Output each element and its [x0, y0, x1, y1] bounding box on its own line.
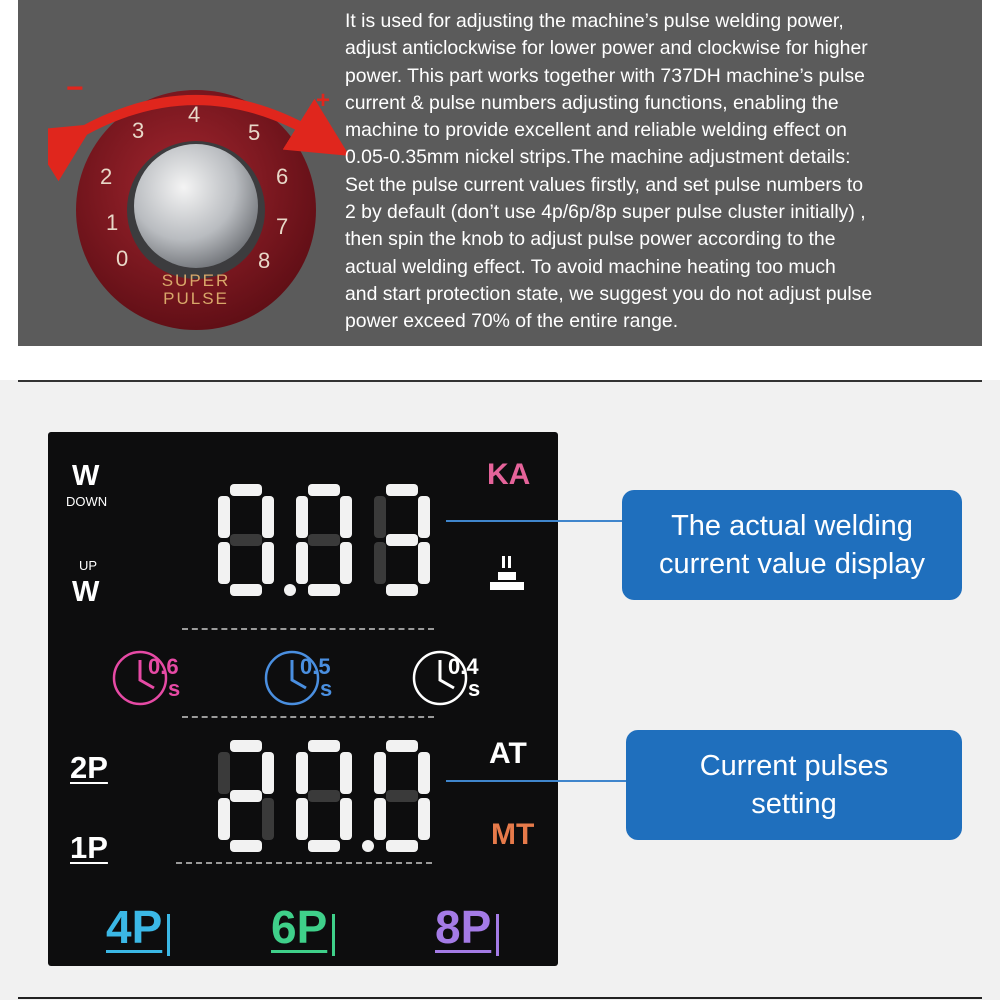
callout-connector — [446, 780, 626, 782]
mode-at-label[interactable]: AT — [489, 737, 527, 770]
description-line: 2 by default (don’t use 4p/6p/8p super pulse cluster initially) , — [345, 201, 866, 224]
digit-segment — [386, 840, 418, 852]
welding-tip-icon — [488, 554, 524, 594]
digit-segment — [296, 542, 308, 584]
dashed-divider — [176, 862, 432, 864]
timer-unit: s — [468, 676, 481, 701]
pulse-1p-option[interactable]: 1P — [70, 830, 108, 865]
dashed-divider — [182, 628, 434, 630]
digit-segment — [418, 798, 430, 840]
digit-segment — [218, 798, 230, 840]
timer-value: 0.4 — [448, 654, 479, 679]
super-pulse-knob-illustration — [48, 70, 348, 330]
knob-info-panel — [18, 0, 982, 346]
scale-number: 8 — [258, 248, 271, 273]
section-divider — [18, 380, 982, 382]
description-line: machine to provide excellent and reliable welding effect on — [345, 119, 847, 142]
pulse-value-display — [218, 736, 448, 856]
digit-segment — [340, 496, 352, 538]
pulses-setting-callout — [626, 730, 962, 840]
scale-number: 1 — [106, 210, 119, 235]
digit-segment — [308, 584, 340, 596]
scale-number: 3 — [132, 118, 145, 143]
description-line: and start protection state, we suggest you do not adjust pulse — [345, 282, 873, 305]
digit-segment — [308, 484, 340, 496]
w-up-symbol: W — [72, 576, 100, 608]
w-down-symbol: W — [72, 460, 100, 492]
digit-segment — [230, 790, 262, 802]
description-line: 0.05-0.35mm nickel strips.The machine adjustment details: — [345, 146, 851, 169]
digit-segment — [230, 534, 262, 546]
digit-segment — [296, 752, 308, 794]
timer-0-5s-icon[interactable] — [262, 646, 352, 710]
digit-segment — [386, 790, 418, 802]
timer-value: 0.5 — [300, 654, 331, 679]
digit-segment — [308, 534, 340, 546]
callout-text: The actual welding current value display — [659, 510, 925, 580]
w-down-label: DOWN — [66, 494, 108, 509]
minus-sign: − — [66, 72, 84, 105]
pulse-4p-button[interactable] — [106, 900, 162, 954]
digit-segment — [418, 752, 430, 794]
digit-segment — [386, 740, 418, 752]
pulse-8p-label: 8P — [435, 901, 492, 953]
pulse-8p-button[interactable] — [435, 900, 491, 954]
digit-segment — [296, 496, 308, 538]
digit-segment — [262, 496, 274, 538]
dashed-divider — [182, 716, 434, 718]
digit-segment — [386, 584, 418, 596]
scale-number: 7 — [276, 214, 289, 239]
digit-segment — [386, 534, 418, 546]
timer-value: 0.6 — [148, 654, 179, 679]
digit-segment — [308, 790, 340, 802]
digit-segment — [230, 484, 262, 496]
description-line: power exceed 70% of the entire range. — [345, 310, 679, 333]
digit-segment — [374, 496, 386, 538]
description-line: then spin the knob to adjust pulse power according to the — [345, 228, 836, 251]
decimal-point — [284, 584, 296, 596]
digit-segment — [262, 752, 274, 794]
digit-segment — [308, 740, 340, 752]
digit-segment — [218, 752, 230, 794]
description-line: power. This part works together with 737DH machine’s pulse — [345, 64, 865, 87]
knob-description — [345, 8, 985, 336]
digit-segment — [218, 542, 230, 584]
digit-segment — [340, 752, 352, 794]
bracket-mark — [496, 914, 499, 956]
digit-segment — [374, 798, 386, 840]
description-line: actual welding effect. To avoid machine heating too much — [345, 255, 836, 278]
bracket-mark — [167, 914, 170, 956]
brand-super: SUPER — [161, 271, 231, 290]
digit-segment — [262, 798, 274, 840]
lcd-display-panel — [48, 432, 558, 966]
scale-number: 2 — [100, 164, 113, 189]
digit-segment — [218, 496, 230, 538]
timer-0-6s-icon[interactable] — [110, 646, 200, 710]
pulse-6p-button[interactable] — [271, 900, 327, 954]
knob-cap[interactable] — [134, 144, 258, 268]
timer-unit: s — [320, 676, 333, 701]
digit-segment — [418, 496, 430, 538]
callout-text: Current pulses setting — [699, 750, 889, 820]
mode-mt-label[interactable]: MT — [491, 818, 535, 851]
description-line: current & pulse numbers adjusting functions, enabling the — [345, 91, 839, 114]
plus-sign: + — [316, 87, 331, 114]
unit-ka-label: KA — [487, 458, 531, 491]
digit-segment — [374, 542, 386, 584]
timer-unit: s — [168, 676, 181, 701]
timer-0-4s-icon[interactable] — [410, 646, 500, 710]
digit-segment — [418, 542, 430, 584]
w-up-label: UP — [79, 558, 98, 573]
digit-segment — [386, 484, 418, 496]
digit-segment — [230, 740, 262, 752]
pulse-2p-option[interactable]: 2P — [70, 750, 108, 785]
digit-segment — [308, 840, 340, 852]
digit-segment — [296, 798, 308, 840]
description-line: adjust anticlockwise for lower power and clockwise for higher — [345, 37, 868, 60]
digit-segment — [340, 542, 352, 584]
pulse-6p-label: 6P — [271, 901, 328, 953]
description-line: It is used for adjusting the machine’s pulse welding power, — [345, 10, 844, 32]
digit-segment — [230, 584, 262, 596]
brand-pulse: PULSE — [163, 289, 229, 308]
pulse-4p-label: 4P — [106, 901, 163, 953]
section-divider — [18, 997, 982, 999]
scale-number: 6 — [276, 164, 289, 189]
bracket-mark — [332, 914, 335, 956]
digit-segment — [262, 542, 274, 584]
scale-number: 5 — [248, 120, 261, 145]
current-value-display — [218, 480, 448, 600]
digit-segment — [230, 840, 262, 852]
digit-segment — [340, 798, 352, 840]
description-line: Set the pulse current values firstly, and set pulse numbers to — [345, 173, 864, 196]
digit-segment — [374, 752, 386, 794]
scale-number: 4 — [188, 102, 201, 127]
callout-connector — [446, 520, 622, 522]
scale-number: 0 — [116, 246, 129, 271]
current-display-callout — [622, 490, 962, 600]
decimal-point — [362, 840, 374, 852]
